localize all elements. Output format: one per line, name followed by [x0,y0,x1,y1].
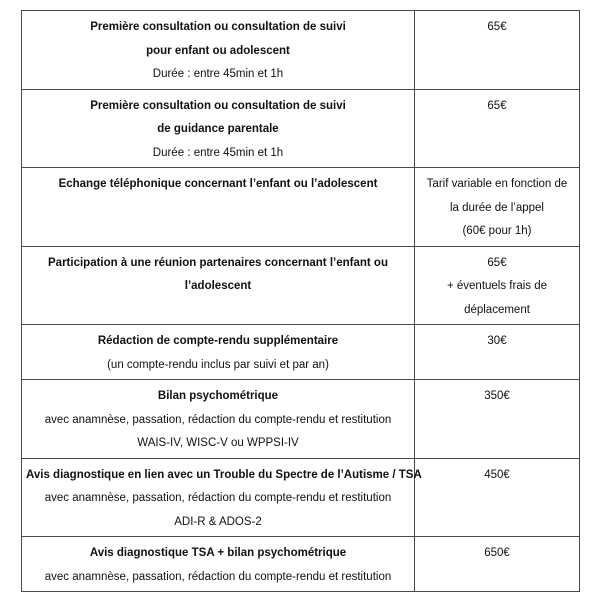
table-row [22,168,580,247]
service-price [415,458,580,537]
price-value: 65€ [487,99,507,112]
service-title: Avis diagnostique TSA + bilan psychométrique [89,547,347,559]
price-detail: + éventuels frais de [446,280,548,292]
table-row [22,458,580,537]
service-description [22,537,415,592]
table-row [22,537,580,592]
service-title: Première consultation ou consultation de suivi [90,99,346,112]
table-row [22,11,580,90]
service-price [415,89,580,168]
service-title-cont: l’adolescent [184,280,252,292]
price-value: 65€ [487,21,507,33]
price-detail: déplacement [464,303,530,316]
price-value: 65€ [487,256,507,269]
service-description [22,325,415,380]
price-detail: la durée de l’appel [450,201,544,214]
table-row [22,380,580,459]
service-price [415,246,580,325]
service-title-cont: pour enfant ou adolescent [146,44,290,57]
service-detail: (un compte-rendu inclus par suivi et par an) [107,358,329,371]
service-detail: avec anamnèse, passation, rédaction du compte-rendu et restitution [44,570,392,583]
service-title: Première consultation ou consultation de suivi [90,21,346,33]
service-title: Echange téléphonique concernant l’enfant ou l’adolescent [58,178,378,190]
service-description [22,11,415,90]
service-description [22,458,422,537]
table-row [22,89,580,168]
service-detail: Durée : entre 45min et 1h [152,146,284,159]
service-price [415,537,580,592]
service-description [22,89,415,168]
price-detail: (60€ pour 1h) [462,225,532,237]
tarifs-table [21,10,580,592]
service-detail: avec anamnèse, passation, rédaction du compte-rendu et restitution [44,492,392,504]
service-title: Rédaction de compte-rendu supplémentaire [97,335,339,347]
price-value: 350€ [484,390,510,402]
table-row [22,246,580,325]
service-price [415,11,580,90]
service-price [415,380,580,459]
service-price [415,325,580,380]
service-detail: ADI-R & ADOS-2 [174,515,262,528]
price-value: 650€ [484,547,510,559]
price-value: Tarif variable en fonction de [426,178,568,190]
service-description [22,168,415,247]
service-title: Avis diagnostique en lien avec un Trouble du Spectre de l’Autisme / TSA [26,468,422,481]
service-title: Participation à une réunion partenaires concernant l’enfant ou [48,256,388,269]
service-description [22,380,415,459]
service-description [22,246,415,325]
service-detail: Durée : entre 45min et 1h [152,68,284,80]
table-row [22,325,580,380]
service-detail: WAIS-IV, WISC-V ou WPPSI-IV [137,437,299,449]
price-value: 450€ [484,468,510,481]
price-value: 30€ [487,335,507,347]
service-detail: avec anamnèse, passation, rédaction du compte-rendu et restitution [44,413,392,426]
service-title-cont: de guidance parentale [157,123,279,135]
service-price [415,168,580,247]
service-title: Bilan psychométrique [157,390,279,402]
